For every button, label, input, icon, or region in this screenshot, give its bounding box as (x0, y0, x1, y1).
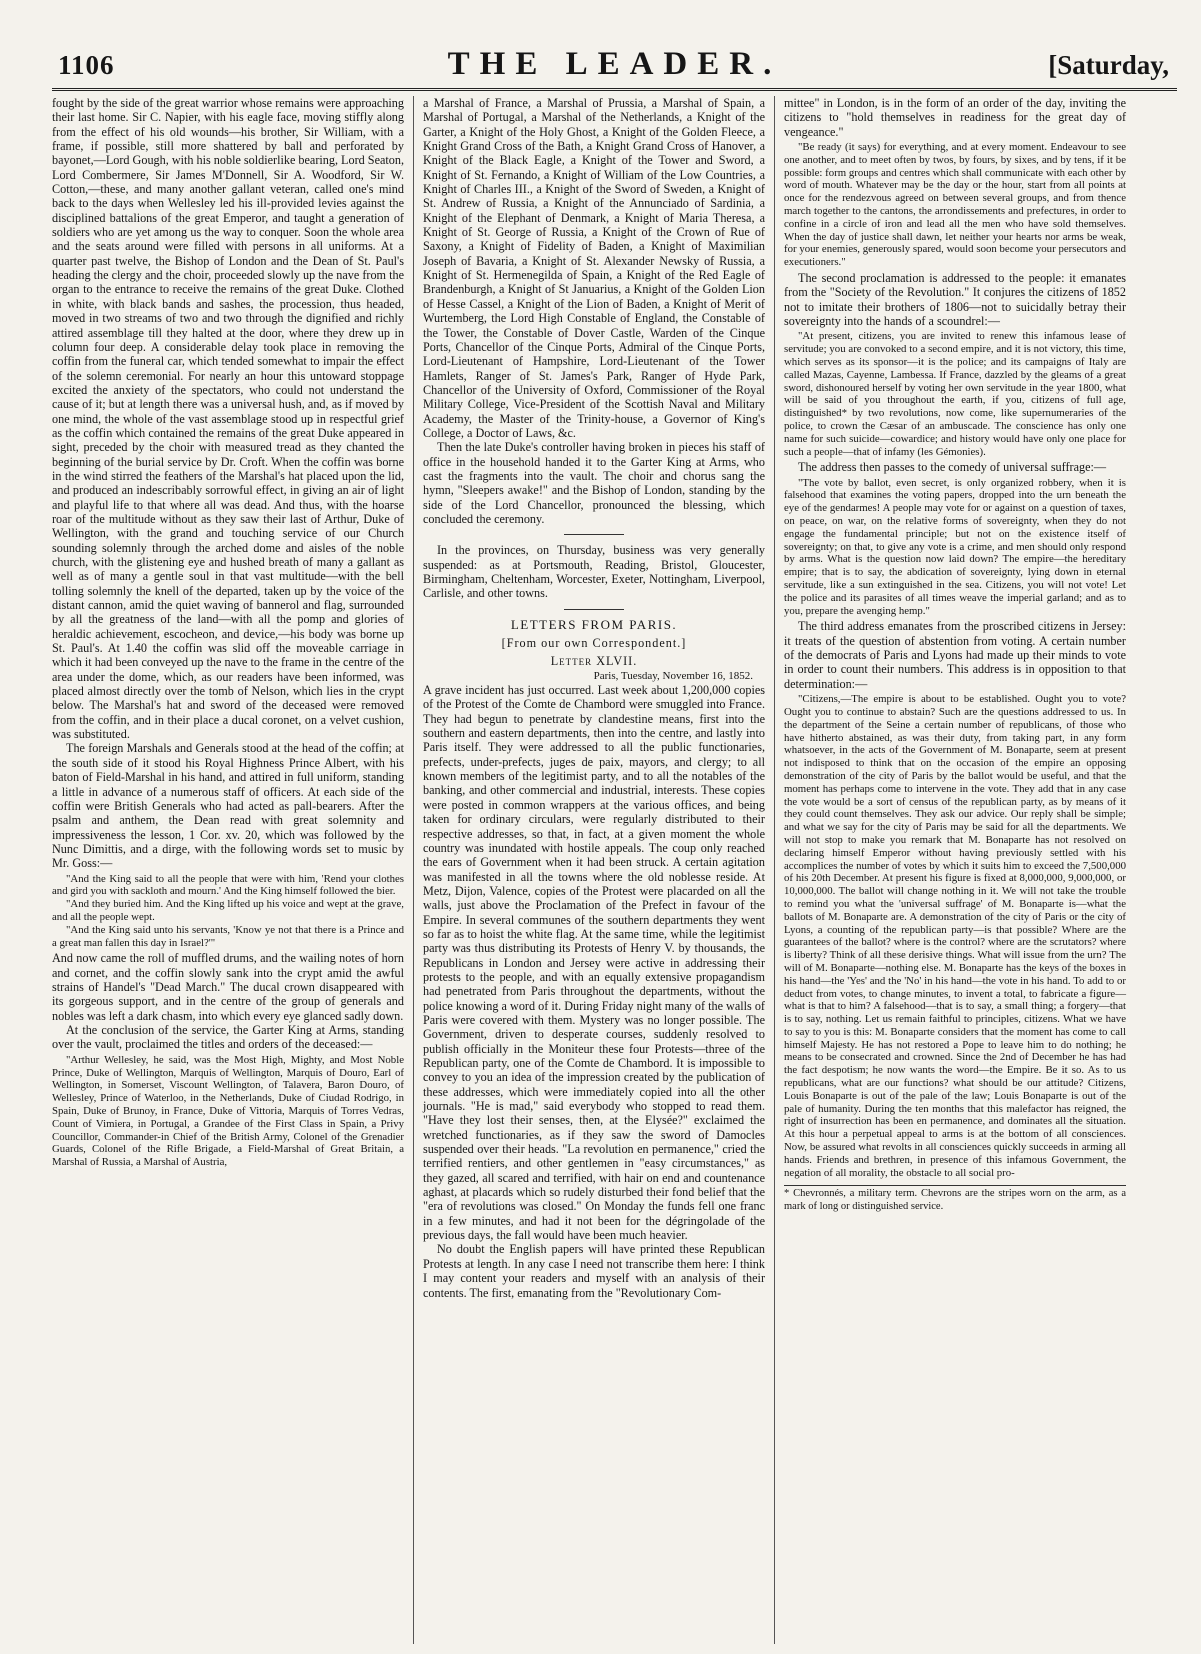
column-2 (413, 96, 774, 1644)
paragraph: In the provinces, on Thursday, business was very generally suspended: as at Portsmouth, Reading, Bristol, Gloucester, Birmingham, Cheltenham, Worcester, Exeter, Nottingham, Liverpool, Carlisle, and other towns. (423, 543, 765, 601)
paragraph: mittee" in London, is in the form of an order of the day, inviting the citizens to "hold themselves in readiness for the great day of vengeance." (784, 96, 1126, 139)
dateline: Paris, Tuesday, November 16, 1852. (593, 669, 753, 682)
footnote: * Chevronnés, a military term. Chevrons are the stripes worn on the arm, as a mark of long or distinguished service. (784, 1185, 1126, 1213)
paragraph: No doubt the English papers will have printed these Republican Protests at length. In any case I need not transcribe them here: I think I may content your readers and myself with an analysis of their contents. The first, emanating from the "Revolutionary Com- (423, 1242, 765, 1300)
verse: "And the King said to all the people that were with him, 'Rend your clothes and gird you with sackloth and mourn.' And the King himself followed the bier. (52, 872, 404, 898)
dirge-verses (52, 873, 404, 950)
paragraph: fought by the side of the great warrior whose remains were approaching their last home. Sir C. Napier, with his eagle face, moving stiffly along from the effect of his old wounds—his brother, Sir William, with a frame, if possible, still more shattered by ball and perforated by bayonet,—Lord Gough, with his noble soldierlike bearing, Lord Seaton, Lord Combermere, Sir James M'Donnell, Sir A. Woodford, Sir W. Cotton,—these, and many another gallant veteran, called one's mind back to the days when Wellesley led his ill-provided levies against the disciplined battalions of the great Emperor, and taught a generation of soldiers who are yet among us the way to conquer. Soon the whole area and the seats around were filled with persons in all uniforms. At a quarter past twelve, the Bishop of London and the Dean of St. Paul's heading the clergy and the choir, proceeded slowly up the nave from the organ to the entrance to receive the remains of the great Duke. Clothed in white, with black bands and sashes, the procession, thus headed, moved in two streams of two and two through the dignified and richly attired assemblage till they halted at the door, where they drew up in column four deep. A considerable delay took place in removing the coffin from the funeral car, which tended somewhat to impair the effect of the solemn ceremonial. For nearly an hour this untoward stoppage excited the anxiety of the spectators, who could not understand the cause of it; but at length there was a universal hush, and, as if moved by one mind, the whole of the vast assemblage stood up in respectful grief as the coffin which contained the remains of the great Duke appeared in sight, preceded by the choir with measured tread as they chanted the beginning of the burial service by Dr. Croft. When the coffin was borne in the wind stirred the feathers of the Marshal's hat placed upon the lid, and produced an indescribably sorrowful effect, in giving an air of light and playful life to that where all was dead. And thus, with the hoarse roar of the multitude without as they saw their last of Arthur, Duke of Wellington, with the grand and touching service of our Church sounding solemnly through the arched dome and aisles of the noble church, with the glistening eye and hushed breath of many a gallant as well as of many a gentle soul in that vast multitude—with the bell tolling solemnly the knell of the departed, taken up by the voice of the distant cannon, amid the quiet waving of bannerol and flag, surrounded by all the greatness of the land—with all the pomp and glories of heraldic achievement, escocheon, and device,—his body was borne up St. Paul's. At 1.40 the coffin was slid off the moveable carriage in which it had been conveyed up the nave to the frame in the centre of the area under the dome, which, as our readers have been informed, was placed almost directly over the tomb of Nelson, which lies in the crypt below. The Marshal's hat and sword of the deceased were removed from the coffin, and in their place a ducal coronet, on a velvet cushion, was substituted. (52, 96, 405, 742)
masthead-rule (52, 88, 1177, 91)
verse: "And they buried him. And the King lifted up his voice and wept at the grave, and all the people wept. (52, 898, 404, 923)
column-3 (774, 96, 1135, 1644)
separator (564, 534, 624, 535)
masthead (52, 0, 1177, 96)
section-heading: LETTERS FROM PARIS. (510, 616, 678, 632)
paragraph: Then the late Duke's controller having broken in pieces his staff of office in the household handed it to the Garter King at Arms, who cast the fragments into the vault. The choir and chorus sang the hymn, "Sleepers awake!" and the Bishop of London, standing by the side of the Lord Chancellor, pronounced the blessing, which concluded the ceremony. (423, 440, 765, 526)
paragraph: The second proclamation is addressed to the people: it emanates from the "Society of the Revolution." It conjures the citizens of 1852 not to imitate their brothers of 1806—not to suicidally betray their sovereignty into the hands of a scoundrel:— (784, 271, 1126, 329)
paragraph: The third address emanates from the proscribed citizens in Jersey: it treats of the question of abstention from voting. A certain number of the democrats of Paris and Lyons had made up their minds to vote in order to count their numbers. This address is in opposition to that determination:— (784, 619, 1126, 691)
verse: "Arthur Wellesley, he said, was the Most High, Mighty, and Most Noble Prince, Duke of Wellington, Marquis of Wellington, Marquis of Douro, Earl of Wellington, in Somerset, Viscount Wellington, of Talavera, Baron Douro, of Wellesley, Prince of Waterloo, in the Netherlands, Duke of Ciudad Rodrigo, in Spain, Duke of Brunoy, in France, Duke of Vittoria, Marquis of Torres Vedras, Count of Vimiera, in Portugal, a Grandee of the First Class in Spain, a Privy Councillor, Commander-in Chief of the British Army, Colonel of the Grenadier Guards, Colonel of the Rifle Brigade, a Field-Marshal of Great Britain, a Marshal of Russia, a Marshal of Austria, (52, 1053, 404, 1169)
verse: "Be ready (it says) for everything, and at every moment. Endeavour to see one another, and to meet often by twos, by fours, by sixes, and by tens, if it be possible: form groups and centres which shall communicate with each other by word of mouth. Whatever may be the day or the hour, start from all points at once for the rendezvous agreed on between several groups, and from thence march together to the cantons, the arrondissements and prefectures, in order to confine in a circle of iron and lead all the men who have sold themselves. When the day of justice shall dawn, let neither your hearts nor arms be weak, for your enemies, generously spared, would soon become your persecutors and executioners." (784, 141, 1126, 269)
paragraph: The foreign Marshals and Generals stood at the head of the coffin; at the south side of it stood his Royal Highness Prince Albert, with his baton of Field-Marshal in his hand, and attired in full uniform, standing a little in advance of a numerous staff of officers. At each side of the coffin were British Generals who had acted as pall-bearers. After the psalm and anthem, the Dean read with great solemnity and impressiveness the lesson, 1 Cor. xv. 20, which was followed by the Nunc Dimittis, and a dirge, with the following words set to music by Mr. Goss:— (52, 741, 404, 871)
column-1 (52, 96, 413, 1644)
verse: "Citizens,—The empire is about to be established. Ought you to vote? Ought you to continue to abstain? Such are the questions addressed to us. In the department of the Seine a certain number of republicans, of those who have hitherto abstained, as was their duty, from taking part, in any form whatsoever, in the acts of the Government of M. Bonaparte, seem at present not indisposed to think that on the occasion of the empire an opposing demonstration of the city of Paris by the ballot would be useful, and that the moment has perhaps come to intervene in the vote. They add that in any case the vote would be a sort of census of the republican party, as by means of it they could count themselves. They ask our advice. Our reply shall be simple; and what we say for the city of Paris may be said for all the departments. We will not stop to make you remark that M. Bonaparte has not resolved on declaring himself Emperor without having previously settled with his accomplices the number of votes by which it suits him to exceed the 7,500,000 of his 20th December. At present his figure is fixed at 8,000,000, 9,000,000, or 10,000,000. The ballot will change nothing in it. We will not take the trouble to remind you what the 'universal suffrage' of M. Bonaparte is—what the ballots of M. Bonaparte are. A demonstration of the city of Paris or the city of Lyons, a counting of the republican party—is that possible? Where are the guarantees of the ballot? where is the control? where are the scrutators? where is liberty? Think of all these derisive things. What will issue from the urn? The will of M. Bonaparte—nothing else. M. Bonaparte has the keys of the boxes in his hand—the 'Yes' and the 'No' in his hand—the vote in his hand. To add to or deduct from votes, to change minutes, to invent a total, to fabricate a figure—what is that to him? A falsehood—that is to say, a small thing; a forgery—that is to say, nothing. Let us remain faithful to principles, citizens. What we have to say to you is this: M. Bonaparte considers that the moment has come to call himself Majesty. He has not restored a Pope to leave him to do nothing; he means to be consecrated and crowned. Since the 2nd of December he has had the fact despotism; he now wants the word—the Empire. Be it so. As to us republicans, what are our functions? what should be our attitude? Citizens, Louis Bonaparte is out of the pale of the law; Louis Bonaparte is out of the pale of humanity. During the ten months that this malefactor has reigned, the right of insurrection has been en permanence, and dominates all the situation. At this hour a perpetual appeal to arms is at the bottom of all consciences. Now, be assured what revolts in all consciences quickly succeeds in arming all hands. Friends and brethren, in presence of this infamous Government, the negation of all morality, the obstacle to all social pro- (784, 693, 1126, 1179)
paragraph: At the conclusion of the service, the Garter King at Arms, standing over the vault, proclaimed the titles and orders of the deceased:— (52, 1023, 404, 1052)
paragraph: The address then passes to the comedy of universal suffrage:— (798, 460, 1107, 475)
letter-number: Letter XLVII. (550, 654, 638, 669)
columns (52, 96, 1177, 1644)
paragraph: And now came the roll of muffled drums, and the wailing notes of horn and cornet, and the coffin slowly sank into the crypt amid the awful strains of Handel's "Dead March." The ducal crown disappeared with its gorgeous support, and in the centre of the group of generals and nobles was left a dark chasm, into which every eye glanced sadly down. (52, 951, 404, 1023)
page-number: 1106 (58, 50, 115, 80)
verse: "And the King said unto his servants, 'Know ye not that there is a Prince and a great man fallen this day in Israel?'" (52, 923, 404, 949)
quote (784, 693, 1126, 1179)
quote (784, 141, 1126, 269)
paragraph: A grave incident has just occurred. Last week about 1,200,000 copies of the Protest of the Comte de Chambord were smuggled into France. They had begun to penetrate by clandestine means, first into the southern and eastern departments, then into the centre, and lastly into Paris itself. They were addressed to all the public functionaries, prefects, under-prefects, juges de paix, mayors, and clergy; to all known members of the legitimist party, and to all the notables of the banking, and other commercial and industrial, interests. These copies were posted in common wrappers at the various offices, and being taken for ordinary circulars, were regularly distributed to their respective addresses, so that, in fact, at a given moment the whole country was inundated with hostile appeals. The coup only reached the ears of Government when it had been struck. A certain agitation was manifested in all the towns where the old noblesse reside. At Metz, Dijon, Valence, copies of the Protest were placarded on all the walls, just above the Proclamation of the Prefect in favour of the Empire. In several communes of the southern departments they went so far as to hoist the white flag. At the same time, while the legitimist party was thus distributing its Protests of Henry V. by thousands, the Republicans in London and Jersey were active in addressing their protests to the people, and with an equally extensive propagandism had penetrated from Paris throughout the departments, without the police knowing a word of it. During Friday night many of the walls of Paris were covered with them. Mystery was no longer possible. The Government, driven to desperate courses, suddenly resolved to publish officially in the Moniteur these four Protests—three of the Republican party, one of the Comte de Chambord. It is impossible to convey to you an idea of the impression created by the publication of these addresses, which were immediately copied into all the other journals. "He is mad," said everybody who stopped to read them. "Have they lost their senses, then, at the Elysée?" exclaimed the wretched functionaries, as if they saw the sword of Damocles suspended over their heads. "La revolution en permanence," cried the terrified rentiers, and other gentlemen in "easy circumstances," as they gazed, all scared and terrified, with hair on end and countenance aghast, at placards which so rudely disturbed their fond belief that the "era of revolutions was closed." On Monday the funds fell one franc in a few minutes, and had it not been for the dégringolade of the previous days, the fall would have been much heavier. (423, 683, 765, 1243)
titles-quote (52, 1054, 404, 1169)
newspaper-title: THE LEADER. (447, 46, 782, 82)
verse: "At present, citizens, you are invited to renew this infamous lease of servitude; you are convoked to a second empire, and it is not victory, this time, which serves as its sponsor—it is the police; and its campaigns of Italy are called Mazas, Cayenne, Lambessa. If France, dazzled by the gleams of a great sword, dishonoured herself by voting her own servitude in the year 1800, what will be said of you throughout the earth, if you, citizens of full age, distinguished* by two revolutions, now come, like supernumeraries of the police, to crown the Cæsar of an ambuscade. The conscience has only one name for such suicide—cowardice; and history would have only one place for such a people—that of infamy (les Gémonies). (784, 330, 1126, 458)
section-subheading: [From our own Correspondent.] (501, 636, 687, 651)
verse: "The vote by ballot, even secret, is only organized robbery, when it is falsehood that examines the voting papers, dropped into the urn beneath the eye of the gendarmes! A people may vote for or against on a question of taxes, on peace, on war, on the relative forms of sovereignty, when they do not engage the fundamental principle; but not on the existence itself of sovereignty; on that, to give any vote is a crime, and men should only respond by arms. What is the question now laid down? The empire—the hereditary empire; that is to say, the abdication of sovereignty, lying down in eternal servitude, like a sun extinguished in the sea. Citizens, you will not vote! Let the police and its parasites of all times weave the imperial garland; and as to you, prepare the avenging hemp." (784, 476, 1126, 617)
quote (784, 477, 1126, 618)
quote (784, 330, 1126, 458)
paragraph: a Marshal of France, a Marshal of Prussia, a Marshal of Spain, a Marshal of Portugal, a Marshal of the Netherlands, a Knight of the Garter, a Knight of the Holy Ghost, a Knight of the Golden Fleece, a Knight Grand Cross of the Bath, a Knight Grand Cross of Hanover, a Knight of the Black Eagle, a Knight of the Tower and Sword, a Knight of St. Fernando, a Knight of William of the Low Countries, a Knight of Charles III., a Knight of the Sword of Sweden, a Knight of St. Andrew of Russia, a Knight of the Annunciado of Sardinia, a Knight of the Elephant of Denmark, a Knight of Maria Theresa, a Knight of St. George of Russia, a Knight of the Crown of Rue of Saxony, a Knight of Fidelity of Baden, a Knight of Maximilian Joseph of Bavaria, a Knight of St. Alexander Newsky of Russia, a Knight of St. Hermenegilda of Spain, a Knight of the Red Eagle of Brandenburgh, a Knight of St Januarius, a Knight of the Golden Lion of Hesse Cassel, a Knight of the Lion of Baden, a Knight of Merit of Wurtemberg, the Lord High Constable of England, the Constable of the Tower, the Constable of Dover Castle, Warden of the Cinque Ports, Chancellor of the Cinque Ports, Admiral of the Cinque Ports, Lord-Lieutenant of Hampshire, Lord-Lieutenant of the Tower Hamlets, Ranger of St. James's Park, Ranger of Hyde Park, Chancellor of the University of Oxford, Commissioner of the Royal Military College, Vice-President of the Scottish Naval and Military Academy, the Master of the Trinity-house, a Governor of King's College, a Doctor of Laws, &c. (423, 96, 765, 440)
issue-day: [Saturday, (1048, 50, 1169, 80)
separator (564, 609, 624, 610)
